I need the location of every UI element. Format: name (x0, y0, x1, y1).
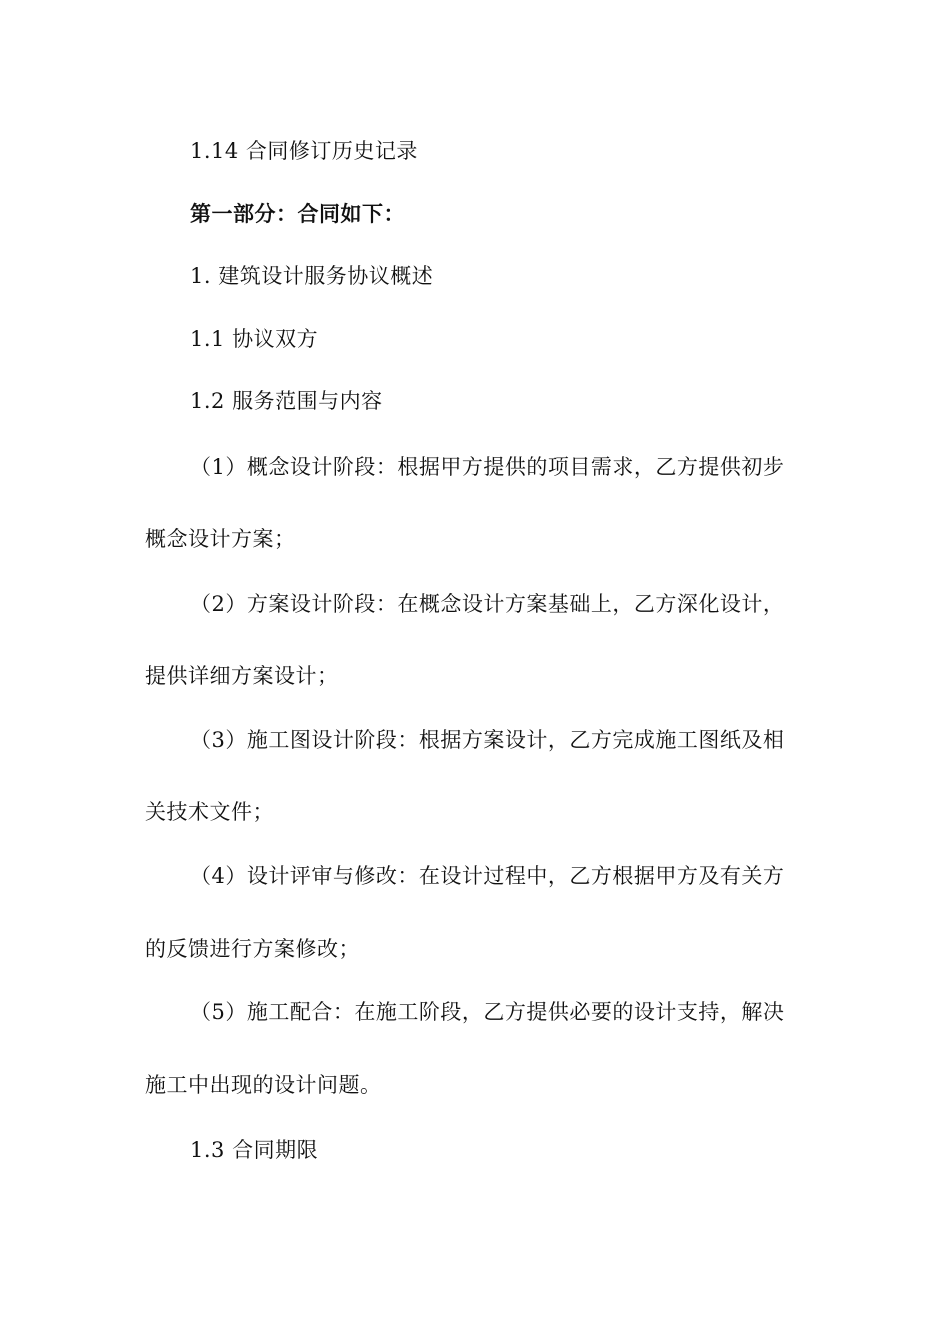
part-one-heading: 第一部分：合同如下： (190, 201, 405, 226)
section-heading-1-3: 1.3 合同期限 (190, 1138, 319, 1162)
paragraph-item-5-line-2: 施工中出现的设计问题。 (145, 1073, 382, 1097)
paragraph-item-3-line-2: 关技术文件； (145, 800, 274, 824)
chapter-heading-1: 1. 建筑设计服务协议概述 (190, 264, 434, 288)
paragraph-item-4-line-2: 的反馈进行方案修改； (145, 937, 360, 961)
section-heading-1-14: 1.14 合同修订历史记录 (190, 139, 418, 163)
paragraph-item-3-line-1: （3）施工图设计阶段：根据方案设计，乙方完成施工图纸及相 (190, 728, 785, 752)
paragraph-item-2-line-2: 提供详细方案设计； (145, 664, 339, 688)
section-heading-1-1: 1.1 协议双方 (190, 327, 319, 351)
paragraph-item-2-line-1: （2）方案设计阶段：在概念设计方案基础上，乙方深化设计， (190, 592, 785, 616)
paragraph-item-1-line-2: 概念设计方案； (145, 527, 296, 551)
paragraph-item-1-line-1: （1）概念设计阶段：根据甲方提供的项目需求，乙方提供初步 (190, 455, 785, 479)
section-heading-1-2: 1.2 服务范围与内容 (190, 389, 383, 413)
paragraph-item-5-line-1: （5）施工配合：在施工阶段，乙方提供必要的设计支持，解决 (190, 1000, 785, 1024)
paragraph-item-4-line-1: （4）设计评审与修改：在设计过程中，乙方根据甲方及有关方 (190, 864, 785, 888)
